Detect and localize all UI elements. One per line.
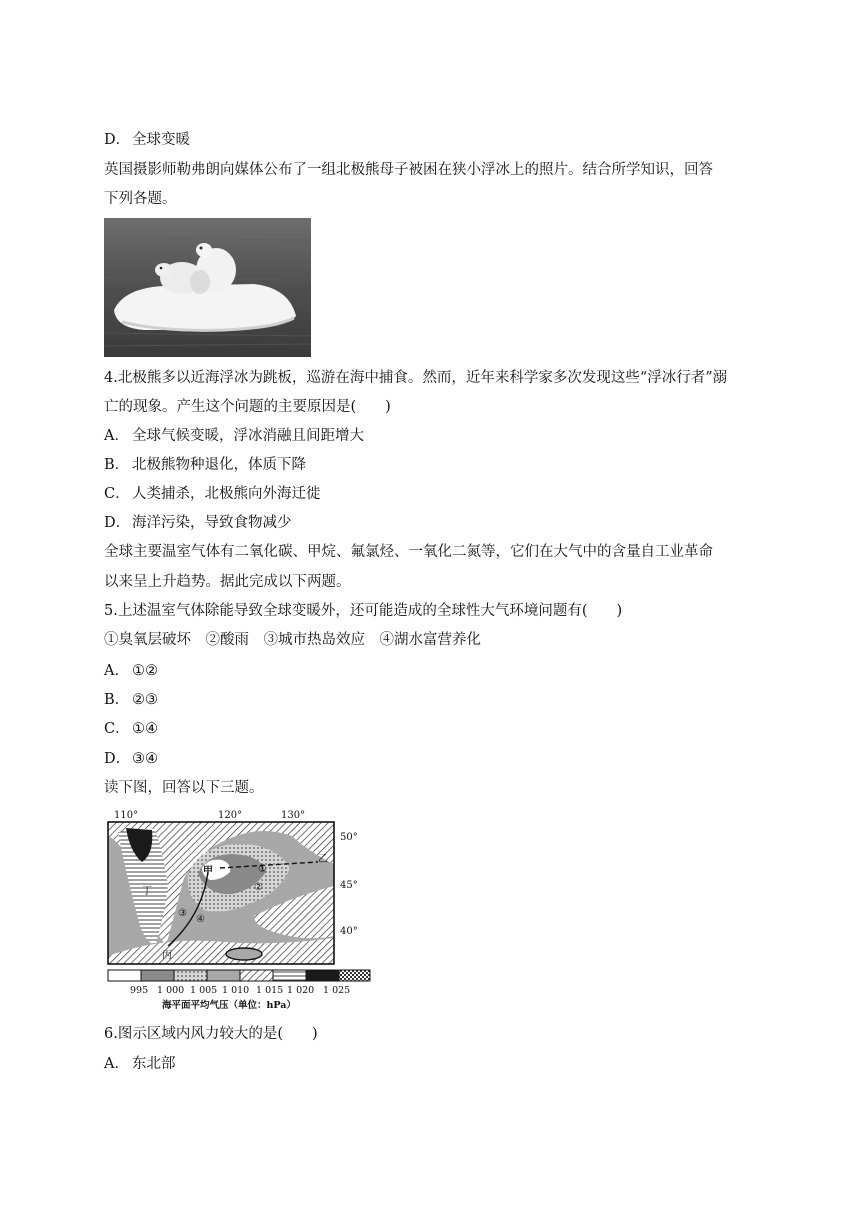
- intro-2-line-2: 以来呈上升趋势。据此完成以下两题。: [104, 574, 351, 590]
- legend-value-1025: 1 025: [323, 985, 351, 996]
- q5-option-d: [104, 749, 158, 769]
- option-letter: C．: [104, 721, 130, 737]
- lon-label-120: 120°: [218, 810, 243, 821]
- option-letter: B．: [104, 457, 130, 473]
- legend-value-1000: 1 000: [157, 985, 185, 996]
- q4-option-a: [104, 426, 364, 446]
- q4-option-b: [104, 455, 306, 475]
- intro-1-line-2: 下列各题。: [104, 191, 177, 207]
- point-3: ③: [178, 908, 187, 919]
- legend-value-1005: 1 005: [190, 985, 218, 996]
- lat-label-45: 45°: [340, 880, 358, 891]
- option-letter: A．: [104, 663, 129, 679]
- option-text: 海洋污染，导致食物减少: [132, 515, 292, 531]
- q5-option-a: [104, 661, 158, 681]
- legend-value-1010: 1 010: [222, 985, 250, 996]
- polar-bear-photo-image: [104, 218, 311, 357]
- option-letter: D．: [104, 751, 131, 767]
- q6-option-a: [104, 1054, 176, 1074]
- q5-option-b: [104, 690, 158, 710]
- option-text: ①④: [132, 721, 158, 737]
- point-2: ②: [254, 882, 263, 893]
- q4-stem-line-2: 亡的现象。产生这个问题的主要原因是( ): [104, 399, 391, 415]
- q5-option-c: [104, 719, 158, 739]
- pressure-legend: [108, 970, 370, 981]
- isobar-map-svg: [104, 806, 374, 1018]
- lon-label-130: 130°: [281, 810, 306, 821]
- lat-label-40: 40°: [340, 926, 358, 937]
- option-text: ②③: [132, 692, 158, 708]
- option-letter: D．: [104, 132, 131, 148]
- option-letter: D．: [104, 515, 131, 531]
- option-text: 东北部: [132, 1056, 176, 1072]
- lon-label-110: 110°: [114, 810, 139, 821]
- polar-bear-photo: [104, 218, 311, 357]
- point-1: ①: [258, 864, 267, 875]
- isobar-map: [104, 806, 374, 1018]
- q5-stem: 5.上述温室气体除能导致全球变暖外，还可能造成的全球性大气环境问题有( ): [104, 603, 623, 619]
- option-text: 北极熊物种退化，体质下降: [132, 457, 306, 473]
- option-text: 全球气候变暖，浮冰消融且间距增大: [132, 428, 364, 444]
- q4-option-c: [104, 484, 321, 504]
- q4-stem-line-1: 4.北极熊多以近海浮冰为跳板，巡游在海中捕食。然而，近年来科学家多次发现这些“浮冰行者”溺: [104, 370, 728, 386]
- legend-value-1020: 1 020: [287, 985, 315, 996]
- option-text: 人类捕杀，北极熊向外海迁徙: [132, 486, 321, 502]
- point-4: ④: [196, 914, 205, 925]
- option-letter: A．: [104, 428, 129, 444]
- option-text: 全球变暖: [132, 132, 190, 148]
- legend-value-995: 995: [130, 985, 149, 996]
- q6-stem: 6.图示区域内风力较大的是( ): [104, 1026, 318, 1042]
- place-ding: 丁: [142, 886, 152, 897]
- q5-items: ①臭氧层破坏 ②酸雨 ③城市热岛效应 ④湖水富营养化: [104, 632, 481, 648]
- intro-2-line-1: 全球主要温室气体有二氧化碳、甲烷、氟氯烃、一氧化二氮等，它们在大气中的含量自工业革命: [104, 544, 713, 560]
- option-letter: C．: [104, 486, 130, 502]
- legend-title: 海平面平均气压（单位：hPa）: [162, 1000, 296, 1011]
- intro-1-line-1: 英国摄影师勒弗朗向媒体公布了一组北极熊母子被困在狭小浮冰上的照片。结合所学知识，回答: [104, 162, 713, 178]
- place-bing: 丙: [162, 950, 172, 961]
- q4-option-d: [104, 513, 292, 533]
- prev-option-d: [104, 130, 190, 150]
- option-text: ③④: [132, 751, 158, 767]
- place-yi: 乙: [318, 854, 328, 865]
- intro-3: 读下图，回答以下三题。: [104, 780, 264, 796]
- legend-value-1015: 1 015: [256, 985, 284, 996]
- option-letter: A．: [104, 1056, 129, 1072]
- option-letter: B．: [104, 692, 130, 708]
- place-jia: 甲: [203, 866, 213, 877]
- option-text: ①②: [132, 663, 158, 679]
- lat-label-50: 50°: [340, 832, 358, 843]
